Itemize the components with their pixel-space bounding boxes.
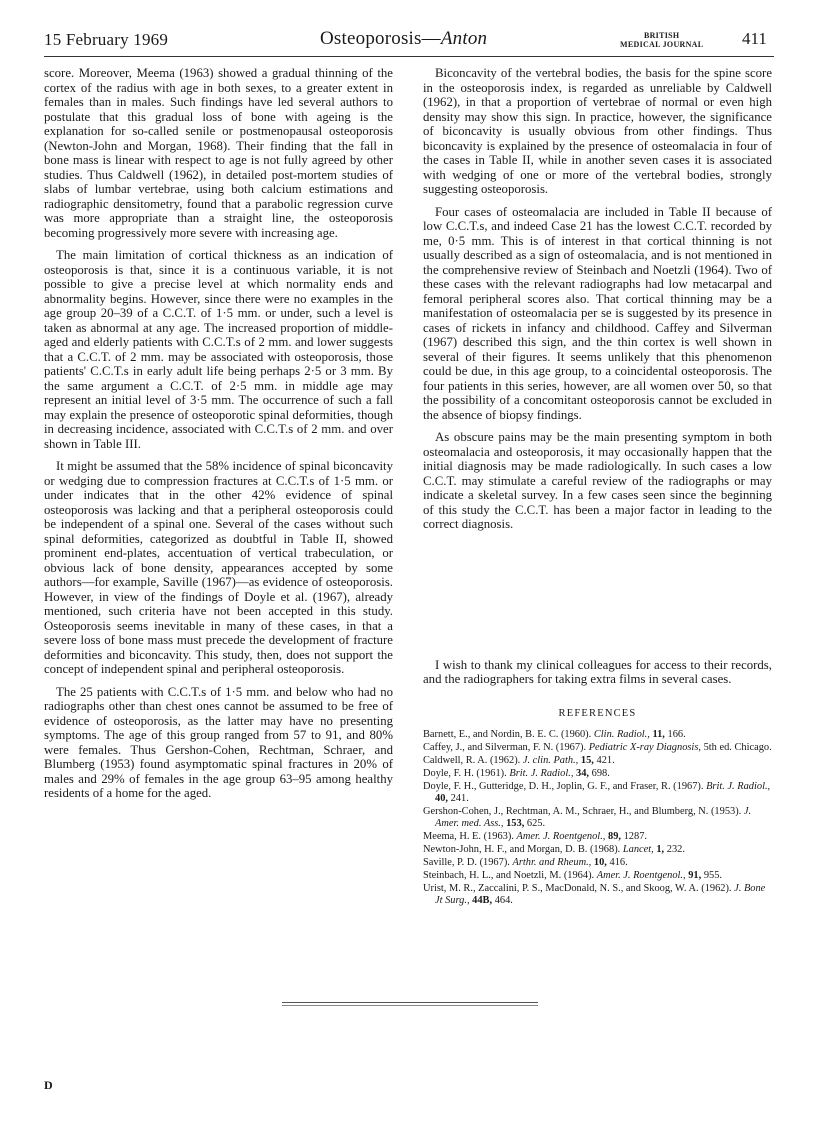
running-title-author: Anton xyxy=(440,28,488,49)
reference-page: 464. xyxy=(494,895,513,906)
reference-page: 166. xyxy=(667,729,686,740)
reference-item xyxy=(423,755,772,767)
reference-page: 1287. xyxy=(623,831,647,842)
reference-journal: J. Amer. med. Ass., xyxy=(435,806,752,829)
reference-item xyxy=(423,883,772,907)
paragraph: score. Moreover, Meema (1963) showed a gradual thinning of the cortex of the radius with age in both sexes, to a greater extent in females than in males. Such findings have led several authors to postulate that this gradual loss of bone with ageing is the explanation for so-called senile or postmenopausal osteoporosis (Newton-John and Morgan, 1968). Their finding that the fall in bone mass is linear with respect to age is not fully agreed by other studies. Thus Caldwell (1962), in detailed post-mortem studies of slabs of lumbar vertebrae, using both calcium estimations and radiographic densitometry, found that a parabolic regression curve was more appropriate than a straight line, the osteoporosis becoming progressively more severe with increasing age. xyxy=(44,66,393,240)
reference-journal: Clin. Radiol., xyxy=(593,729,650,740)
running-title-topic: Osteoporosis xyxy=(320,28,422,49)
end-rule-secondary xyxy=(282,1005,538,1006)
signature-letter: D xyxy=(44,1078,53,1092)
paragraph: Biconcavity of the vertebral bodies, the basis for the spine score in the osteoporosis index, is regarded as unreliable by Caldwell (1962), in that a proportion of vertebrae of normal or even high density may show this sign. In practice, however, the significance of biconcavity is usually obvious from other findings. Thus biconcavity is explained by the presence of osteomalacia in four of the cases in Table II, while in another seven cases it is associated with wedging of one or more of the vertebral bodies, strongly suggesting osteoporosis. xyxy=(423,66,772,196)
reference-authors: Urist, M. R., Zaccalini, P. S., MacDonald, N. S., and Skoog, W. A. (1962). xyxy=(423,883,732,894)
reference-volume: 44B, xyxy=(472,895,493,906)
references-heading: REFERENCES xyxy=(558,707,637,719)
references-list xyxy=(423,729,772,907)
running-title xyxy=(320,28,487,50)
page-header xyxy=(0,0,816,62)
reference-volume: 91, xyxy=(688,870,702,881)
paragraph: Four cases of osteomalacia are included in Table II because of low C.C.T.s, and indeed Case 21 has the lowest C.C.T. recorded by me, 0·5 mm. This is of interest in that cortical thinning is not usually described as a sign of osteomalacia, and is not mentioned in the comprehensive review of Steinbach and Noetzli (1964). Two of these cases with the relevant radiographs had low metacarpal and femoral peripheral scores also. That cortical thinning may be a manifestation of osteomalacia per se is suggested by its presence in cases of rickets in infancy and childhood. Caffey and Silverman (1967) described this sign, and the thin cortex is well shown in several of their figures. It seems unlikely that this phenomenon could be due, in this age group, to a coincidental osteoporosis. The four patients in this series, however, are all women over 50, so that the possibility of a concomitant osteoporosis cannot be excluded in the absence of biopsy findings. xyxy=(423,204,772,422)
reference-authors: Caffey, J., and Silverman, F. N. (1967). xyxy=(423,742,587,753)
reference-volume: 89, xyxy=(608,831,621,842)
reference-item xyxy=(423,781,772,805)
reference-page: 625. xyxy=(526,818,546,829)
end-rule xyxy=(282,1002,538,1003)
reference-item xyxy=(423,831,772,843)
reference-page: 955. xyxy=(703,870,723,881)
journal-name-line2: MEDICAL JOURNAL xyxy=(620,40,704,49)
reference-item xyxy=(423,768,772,780)
reference-authors: Doyle, F. H. (1961). xyxy=(423,768,507,779)
reference-journal: Brit. J. Radiol., xyxy=(706,781,771,792)
left-column xyxy=(44,66,393,809)
acknowledgement: I wish to thank my clinical colleagues for access to their records, and the radiographers for taking extra films in several cases. xyxy=(423,657,772,686)
reference-page: 416. xyxy=(609,857,628,868)
journal-name xyxy=(620,31,703,49)
reference-journal: J. clin. Path., xyxy=(522,755,579,766)
reference-volume: 153, xyxy=(506,818,525,829)
reference-item xyxy=(423,870,772,882)
paragraph: The 25 patients with C.C.T.s of 1·5 mm. and below who had no radiographs other than chest ones cannot be assumed to be free of evidence of osteoporosis, as the latter may have no presenting symptoms. The age of this group ranged from 57 to 91, and 80% were females. Thus Gershon-Cohen, Rechtman, Schraer, and Blumberg (1953) found asymptomatic spinal fractures in 20% of males and 29% of females in the age group 63–95 among healthy residents of a home for the aged. xyxy=(44,684,393,800)
reference-journal: Lancet, xyxy=(622,844,654,855)
paragraph: It might be assumed that the 58% incidence of spinal biconcavity or wedging due to compression fractures at C.C.T.s of 1·5 mm. or under indicates that in the other 42% evidence of spinal osteoporosis was lacking and that a peripheral osteoporosis could be independent of a spinal one. Several of the cases without such spinal deformities, categorized as doubtful in Table II, showed prominent end-plates, accentuation of vertical trabeculation, or obvious lack of bone density, appearances accepted by some authors—for example, Saville (1967)—as evidence of osteoporosis. However, in view of the findings of Doyle et al. (1967), already mentioned, such criteria have not been accepted in this study. Osteoporosis seems inevitable in many of these cases, in that a severe loss of bone mass must precede the development of fracture deformities and biconcavity. This study, then, does not support the concept of independent spinal and peripheral osteoporosis. xyxy=(44,459,393,676)
reference-journal: Amer. J. Roentgenol., xyxy=(516,831,606,842)
journal-name-line1: BRITISH xyxy=(643,31,680,40)
paragraph: The main limitation of cortical thickness as an indication of osteoporosis is that, since it is a continuous variable, it is not possible to give a precise level at which normality ends and abnormality begins. However, since there were no examples in the age group 20–39 of a C.C.T. of 1·5 mm. or under, such a level is taken as abnormal at any age. The increased proportion of middle-aged and elderly patients with C.C.T.s of 2 mm. and lower suggests that a C.C.T. of 2 mm. may be associated with osteoporosis, those patients' C.C.T.s in early adult life being perhaps 2·5 or 3 mm. By the same argument a C.C.T. of 2·5 mm. in middle age may represent an initial level of 3·5 mm. The occurrence of such a fall may explain the presence of osteoporotic spinal deformities, though in decreasing incidence, associated with C.C.T.s of 2 mm. and over shown in Table III. xyxy=(44,248,393,451)
reference-authors: Meema, H. E. (1963). xyxy=(423,831,514,842)
reference-item xyxy=(423,806,772,830)
reference-item xyxy=(423,844,772,856)
reference-authors: Barnett, E., and Nordin, B. E. C. (1960). xyxy=(423,729,592,740)
reference-authors: Caldwell, R. A. (1962). xyxy=(423,755,521,766)
reference-journal: Brit. J. Radiol., xyxy=(509,768,574,779)
reference-volume: 40, xyxy=(435,793,448,804)
reference-journal: Arthr. and Rheum., xyxy=(512,857,592,868)
paragraph: As obscure pains may be the main presenting symptom in both osteomalacia and osteoporosis, it may occasionally happen that the initial diagnosis may be made radiologically. In such cases a low C.C.T. may stimulate a careful review of the radiographs or may indicate a skeletal survey. In a few cases seen since the beginning of this study the C.C.T. has been a major factor in leading to the correct diagnosis. xyxy=(423,430,772,531)
reference-page: 241. xyxy=(450,793,469,804)
reference-volume: 34, xyxy=(576,768,590,779)
reference-authors: Newton-John, H. F., and Morgan, D. B. (1968). xyxy=(423,844,621,855)
reference-item xyxy=(423,729,772,741)
reference-journal: J. Bone Jt Surg., xyxy=(435,883,766,906)
running-title-dash: — xyxy=(421,28,441,49)
reference-journal: Amer. J. Roentgenol., xyxy=(596,870,686,881)
section-gap xyxy=(423,540,772,658)
header-rule xyxy=(44,56,774,57)
issue-date: 15 February 1969 xyxy=(44,30,169,49)
reference-page: 698. xyxy=(591,768,610,779)
reference-journal: Pediatric X-ray Diagnosis, xyxy=(588,742,701,753)
reference-volume: 10, xyxy=(593,857,607,868)
reference-page: 5th ed. Chicago. xyxy=(703,742,772,753)
reference-volume: 11, xyxy=(652,729,665,740)
reference-page: 232. xyxy=(666,844,685,855)
right-column xyxy=(423,66,772,908)
reference-item xyxy=(423,857,772,869)
reference-authors: Saville, P. D. (1967). xyxy=(423,857,510,868)
reference-authors: Steinbach, H. L., and Noetzli, M. (1964). xyxy=(423,870,595,881)
reference-authors: Gershon-Cohen, J., Rechtman, A. M., Schraer, H., and Blumberg, N. (1953). xyxy=(423,806,742,817)
reference-page: 421. xyxy=(596,755,615,766)
page-number: 411 xyxy=(742,29,767,48)
reference-authors: Doyle, F. H., Gutteridge, D. H., Joplin, G. F., and Fraser, R. (1967). xyxy=(423,781,704,792)
reference-volume: 15, xyxy=(580,755,594,766)
reference-volume: 1, xyxy=(656,844,665,855)
reference-item xyxy=(423,742,772,754)
